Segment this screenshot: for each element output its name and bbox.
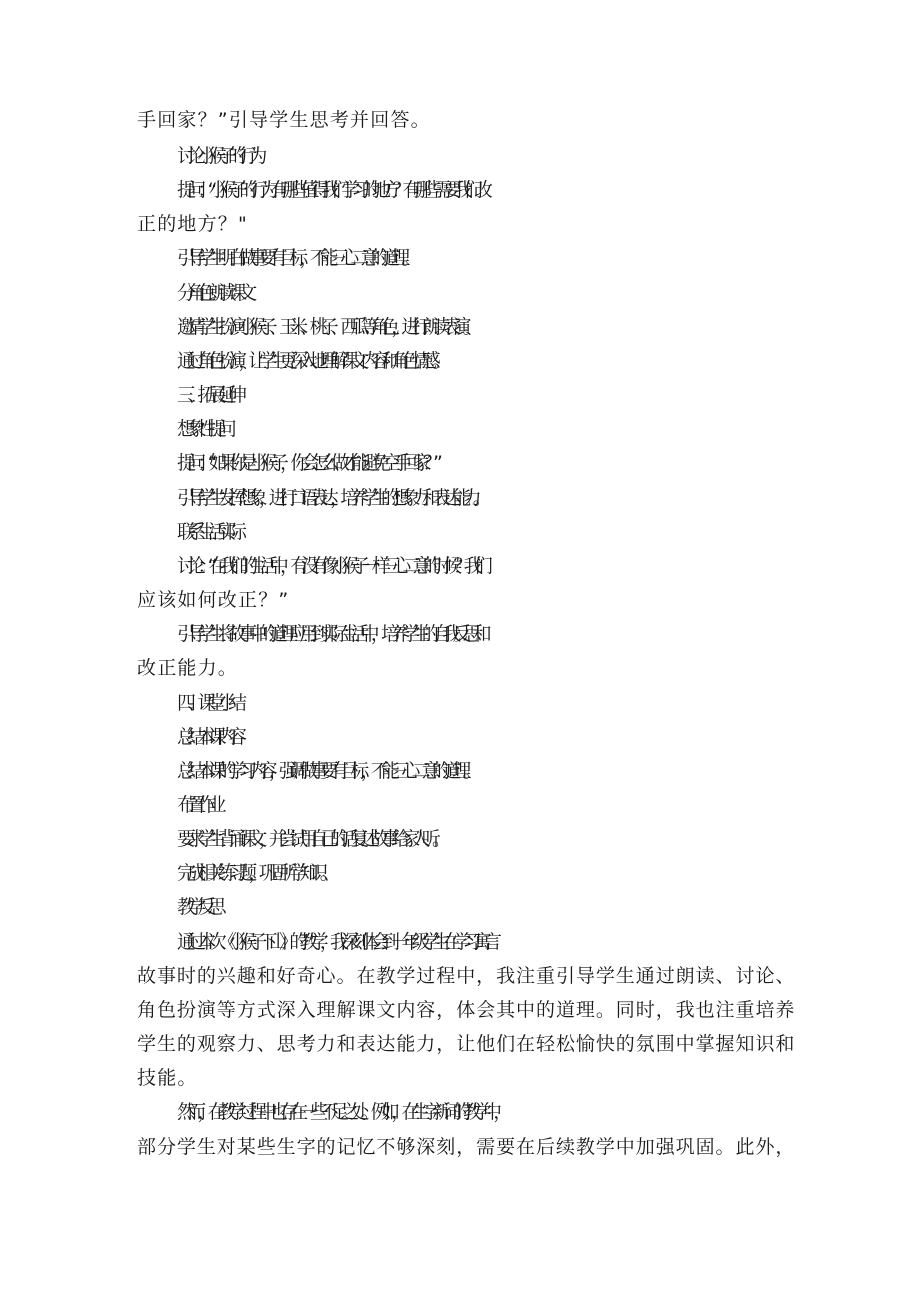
paragraph-line: 完成相关练习题，巩固所学知识。 xyxy=(177,862,331,884)
paragraph-line: 引导学生明白做事要有目标，不能三心二意的道理。 xyxy=(177,247,412,269)
paragraph-line: 提问：“小猴子的行为有哪些值得我们学习的地方？有哪些需要我们改 xyxy=(177,179,485,201)
section-heading: 联系生活实际 xyxy=(177,521,239,543)
paragraph-line: 要求学生背诵课文，并尝试用自己的话复述故事给家人听。 xyxy=(177,828,443,850)
paragraph-line: 通过本次《小猴子下山》的教学，我深刻体会到一年级学生在学习寓言 xyxy=(177,931,494,953)
paragraph-line: 应该如何改正？” xyxy=(137,589,290,611)
section-heading: 三、拓展延伸 xyxy=(177,384,239,406)
paragraph-line: 正的地方？" xyxy=(137,213,248,235)
section-heading: 讨论小猴子的行为 xyxy=(177,145,259,167)
paragraph-line: 改正能力。 xyxy=(137,657,239,679)
paragraph-line: 提问：“如果你是小猴子，你会怎么做才能避免空手回家？” xyxy=(177,452,435,474)
section-heading: 四、课堂小结 xyxy=(177,692,239,714)
section-heading: 布置作业 xyxy=(177,794,218,816)
paragraph-line: 总结本课的学习内容，强调做事要有目标，不能三心二意的道理。 xyxy=(177,760,473,782)
paragraph-line: 技能。 xyxy=(137,1067,198,1089)
section-heading: 分角色朗读课文 xyxy=(177,282,249,304)
paragraph-line: 邀请学生扮演小猴子、玉米、桃子、西瓜等角色，进行朗读表演。 xyxy=(177,316,473,338)
paragraph-line: 然而，在教学过程中也存在一些不足之处。例如，在生字新词的教学中， xyxy=(177,1101,504,1123)
paragraph-line: 学生的观察力、思考力和表达能力，让他们在轻松愉快的氛围中掌握知识和 xyxy=(137,1033,796,1055)
paragraph-line: 通过角色扮演，让学生更深入地理解课文内容和角色情感。 xyxy=(177,350,443,372)
paragraph-line: 引导学生发挥想象，进行口语表达，培养学生的想象力和表达能力。 xyxy=(177,487,484,509)
paragraph-line: 故事时的兴趣和好奇心。在教学过程中，我注重引导学生通过朗读、讨论、 xyxy=(137,965,796,987)
section-heading: 教学反思 xyxy=(177,896,218,918)
paragraph-line: 讨论：“在我们的生活中，有没有像小猴子一样三心二意的时候？我们 xyxy=(177,555,485,577)
paragraph-line: 手回家？”引导学生思考并回答。 xyxy=(137,109,431,131)
paragraph-line: 引导学生将故事中的道理应用到实际生活中，培养学生的自我反思和 xyxy=(177,623,484,645)
paragraph-line: 部分学生对某些生字的记忆不够深刻，需要在后续教学中加强巩固。此外， xyxy=(137,1136,796,1158)
section-heading: 总结本课内容 xyxy=(177,726,239,748)
paragraph-line: 角色扮演等方式深入理解课文内容，体会其中的道理。同时，我也注重培养 xyxy=(137,999,796,1021)
section-heading: 想象性提问 xyxy=(177,418,229,440)
